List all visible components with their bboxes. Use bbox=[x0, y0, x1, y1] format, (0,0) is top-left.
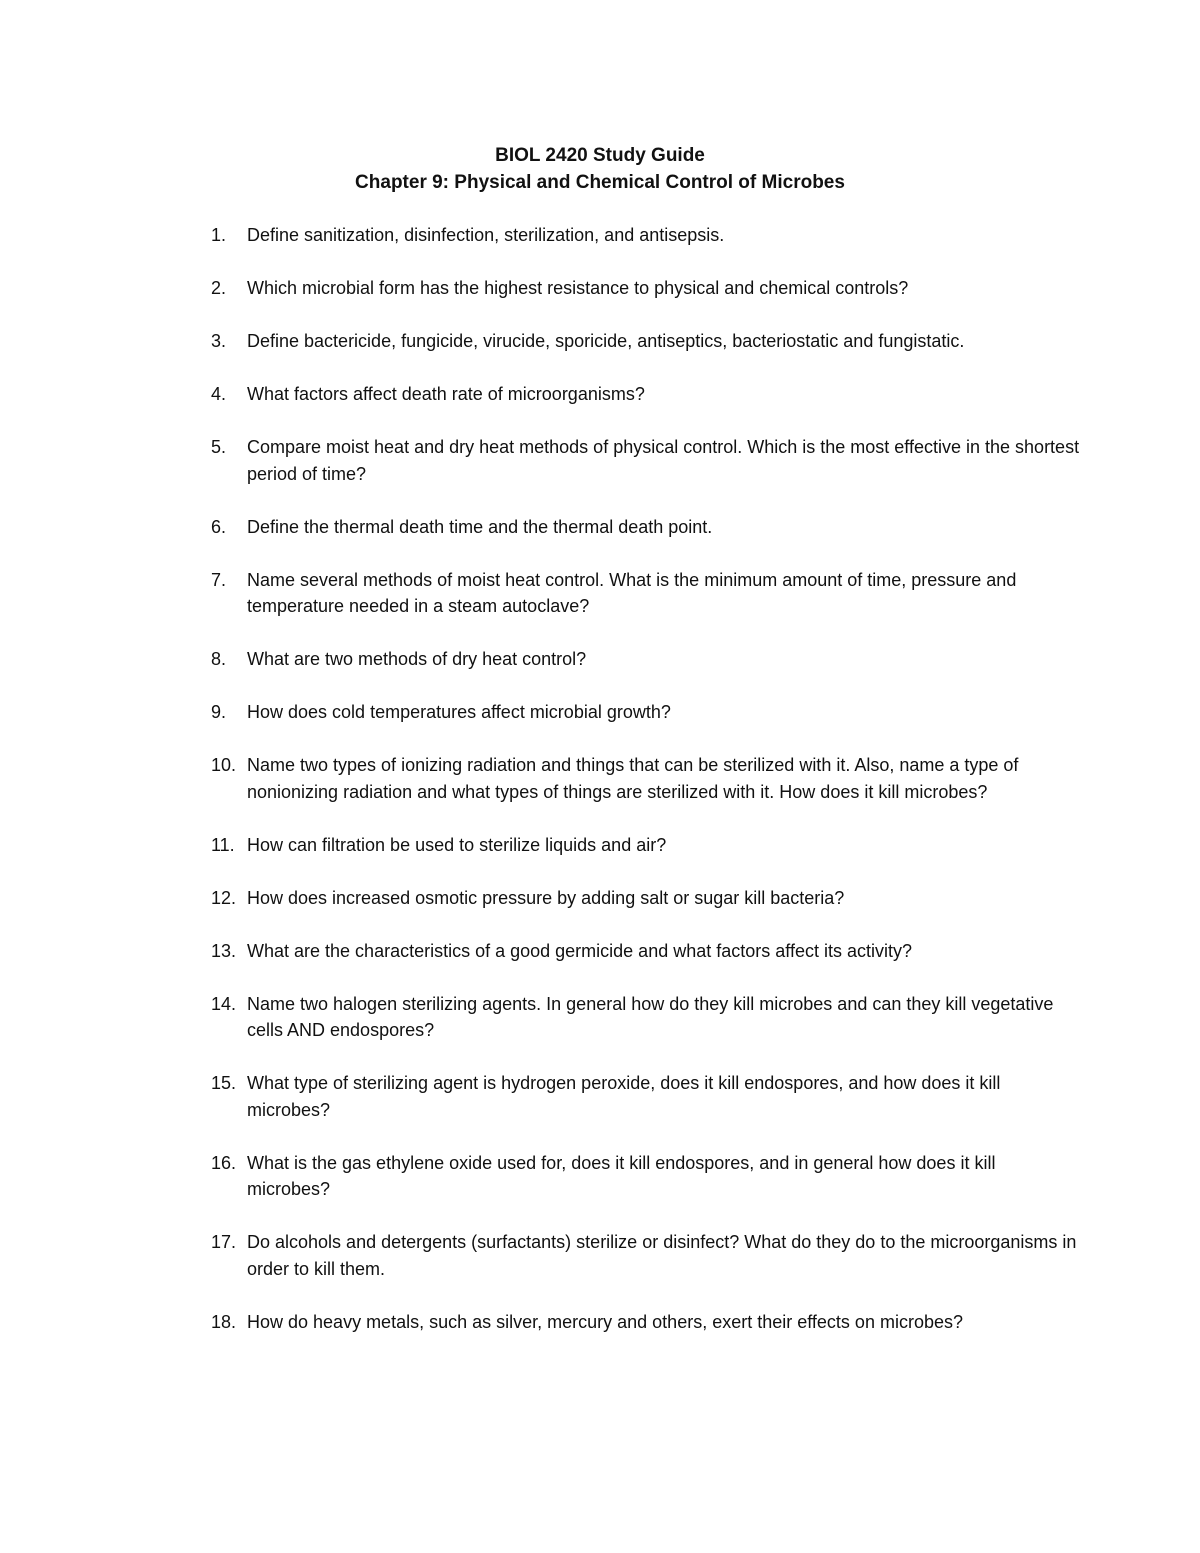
question-item bbox=[211, 381, 1081, 408]
question-text: Define bactericide, fungicide, virucide, sporicide, antiseptics, bacteriostatic and fungistatic. bbox=[247, 331, 965, 351]
question-item bbox=[211, 832, 1081, 859]
question-number: 1. bbox=[211, 225, 227, 245]
question-number: 3. bbox=[211, 331, 227, 351]
question-text: How do heavy metals, such as silver, mercury and others, exert their effects on microbes? bbox=[247, 1311, 963, 1332]
question-item bbox=[211, 514, 1081, 541]
question-number: 12. bbox=[211, 887, 237, 908]
question-text: What are the characteristics of a good germicide and what factors affect its activity? bbox=[247, 940, 912, 961]
question-list bbox=[211, 222, 1081, 1362]
question-number: 10. bbox=[211, 755, 237, 775]
question-item bbox=[211, 991, 1081, 1044]
question-item bbox=[211, 752, 1081, 805]
question-item bbox=[211, 275, 1081, 302]
question-item bbox=[211, 938, 1081, 965]
question-text: What type of sterilizing agent is hydrogen peroxide, does it kill endospores, and how does it kill microbes? bbox=[247, 1073, 1001, 1120]
document-subtitle: Chapter 9: Physical and Chemical Control of Microbes bbox=[355, 172, 845, 193]
question-item bbox=[211, 328, 1081, 355]
document-header bbox=[0, 142, 1200, 196]
question-number: 4. bbox=[211, 384, 227, 404]
document-title: BIOL 2420 Study Guide bbox=[495, 145, 705, 166]
question-number: 16. bbox=[211, 1152, 237, 1173]
question-number: 14. bbox=[211, 993, 237, 1014]
question-number: 6. bbox=[211, 516, 227, 537]
question-item bbox=[211, 646, 1081, 673]
question-text: How does increased osmotic pressure by adding salt or sugar kill bacteria? bbox=[247, 887, 845, 908]
question-item bbox=[211, 1070, 1081, 1123]
question-text: Name two types of ionizing radiation and things that can be sterilized with it. Also, name a type of nonionizing radiation and what types of things are sterilized with it. How does it kill microbes? bbox=[247, 755, 1019, 802]
question-number: 2. bbox=[211, 278, 227, 298]
question-text: Compare moist heat and dry heat methods of physical control. Which is the most effective in the shortest period of time? bbox=[247, 437, 1080, 484]
question-text: Name two halogen sterilizing agents. In general how do they kill microbes and can they kill vegetative cells AND endospores? bbox=[247, 993, 1054, 1040]
question-text: Name several methods of moist heat control. What is the minimum amount of time, pressure and temperature needed in a steam autoclave? bbox=[247, 569, 1017, 616]
question-text: What factors affect death rate of microorganisms? bbox=[247, 384, 645, 404]
question-item bbox=[211, 885, 1081, 912]
question-item bbox=[211, 434, 1081, 487]
question-item bbox=[211, 222, 1081, 249]
question-text: Which microbial form has the highest resistance to physical and chemical controls? bbox=[247, 278, 909, 298]
question-text: What is the gas ethylene oxide used for, does it kill endospores, and in general how does it kill microbes? bbox=[247, 1152, 996, 1199]
question-number: 13. bbox=[211, 940, 237, 961]
question-number: 11. bbox=[211, 834, 235, 855]
question-number: 15. bbox=[211, 1073, 237, 1093]
question-text: How can filtration be used to sterilize liquids and air? bbox=[247, 834, 667, 855]
question-number: 8. bbox=[211, 649, 227, 669]
question-number: 9. bbox=[211, 702, 227, 722]
question-text: What are two methods of dry heat control? bbox=[247, 649, 587, 669]
question-text: Do alcohols and detergents (surfactants) sterilize or disinfect? What do they do to the microorganisms in order to kill them. bbox=[247, 1232, 1077, 1279]
question-item bbox=[211, 1150, 1081, 1203]
question-text: Define sanitization, disinfection, sterilization, and antisepsis. bbox=[247, 225, 725, 245]
question-item bbox=[211, 1309, 1081, 1336]
question-text: How does cold temperatures affect microbial growth? bbox=[247, 702, 671, 722]
question-item bbox=[211, 699, 1081, 726]
question-number: 18. bbox=[211, 1311, 237, 1332]
question-item bbox=[211, 1229, 1081, 1282]
question-item bbox=[211, 567, 1081, 620]
question-number: 7. bbox=[211, 569, 227, 590]
question-number: 17. bbox=[211, 1232, 237, 1252]
question-number: 5. bbox=[211, 437, 227, 457]
question-text: Define the thermal death time and the thermal death point. bbox=[247, 516, 713, 537]
